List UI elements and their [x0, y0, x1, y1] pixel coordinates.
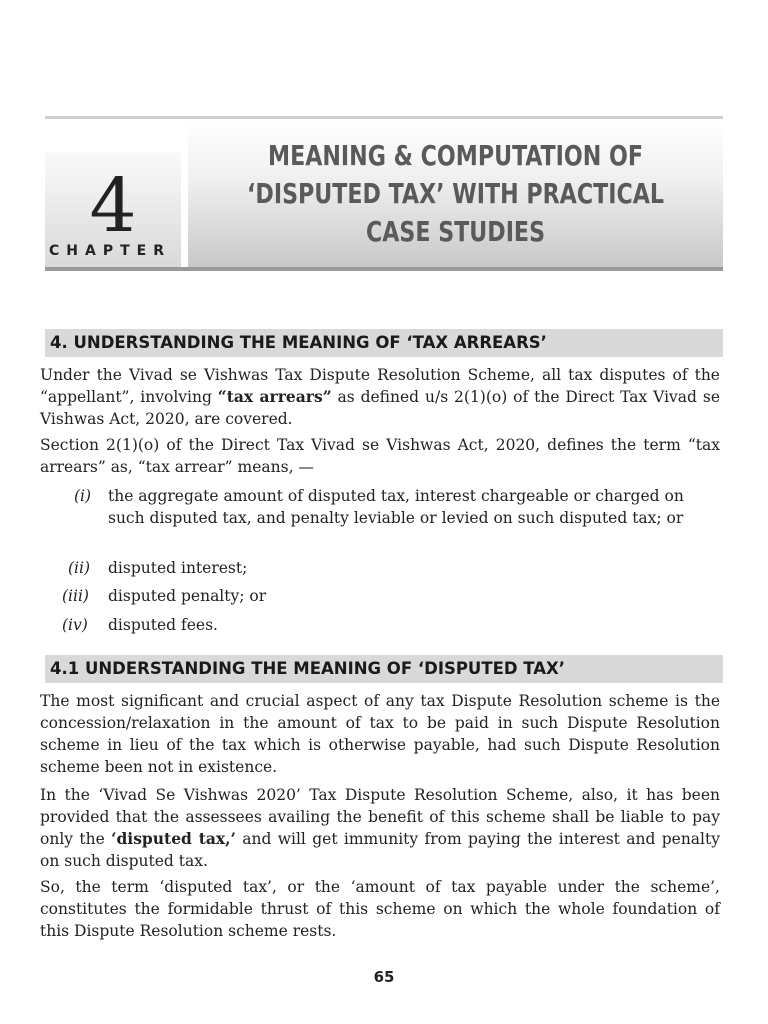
paragraph-disputed-tax-scheme: [40, 784, 720, 872]
text-run: In the ‘Vivad Se Vishwas 2020’ Tax Dispute Resolution Scheme, also, it has been provided that the assessees availing the benefit of this scheme shall be liable to pay only the: [40, 786, 720, 848]
chapter-title-line: CASE STUDIES: [365, 215, 546, 248]
bold-term: “tax arrears”: [217, 387, 332, 406]
chapter-title: [220, 137, 691, 251]
chapter-title-box: [188, 120, 723, 267]
paragraph-disputed-tax-significance: The most significant and crucial aspect of any tax Dispute Resolution scheme is the concession/relaxation in the amount of tax to be paid in such Dispute Resolution scheme in lieu of the tax which is otherwise payable, had such Dispute Resolution scheme been not in existence.: [40, 692, 720, 776]
list-item-number: (iv): [62, 616, 88, 634]
text-run: as defined u/s 2(1)(o) of the Direct Tax Vivad se Vishwas Act, 2020, are covered.: [40, 388, 720, 428]
paragraph-disputed-tax-term: So, the term ‘disputed tax’, or the ‘amount of tax payable under the scheme’, constitutes the formidable thrust of this scheme on which the whole foundation of this Dispute Resolution scheme rests.: [40, 878, 720, 940]
list-item: [68, 557, 247, 579]
list-item-text: the aggregate amount of disputed tax, interest chargeable or charged on such disputed tax, and penalty leviable or levied on such disputed tax; or: [108, 487, 684, 527]
list-item-number: (i): [74, 487, 92, 505]
list-item: [74, 485, 722, 529]
list-item-text: disputed interest;: [108, 559, 248, 577]
chapter-title-line: MEANING & COMPUTATION OF: [268, 139, 643, 172]
list-item-text: disputed penalty; or: [108, 587, 267, 605]
chapter-title-line: ‘DISPUTED TAX’ WITH PRACTICAL: [246, 177, 665, 210]
chapter-number-box: [45, 152, 181, 267]
list-item-number: (iii): [62, 587, 89, 605]
list-item-text: disputed fees.: [108, 616, 218, 634]
list-item-number: (ii): [68, 559, 91, 577]
text-run: and will get immunity from paying the interest and penalty on such disputed tax.: [40, 830, 720, 870]
paragraph-tax-arrears-definition: Section 2(1)(o) of the Direct Tax Vivad se Vishwas Act, 2020, defines the term “tax arrears” as, “tax arrear” means, —: [40, 436, 720, 476]
bottom-rule: [45, 267, 723, 271]
top-rule: [45, 116, 723, 119]
list-item: [62, 614, 218, 636]
section-heading-disputed-tax: 4.1 UNDERSTANDING THE MEANING OF ‘DISPUTED TAX’: [45, 655, 723, 683]
chapter-label: CHAPTER: [49, 243, 171, 259]
chapter-number: 4: [89, 163, 137, 249]
list-item: [62, 585, 266, 607]
text-run: Under the Vivad se Vishwas Tax Dispute Resolution Scheme, all tax disputes of the “appellant”, involving: [40, 366, 720, 406]
bold-term: ‘disputed tax,’: [111, 829, 236, 848]
paragraph-tax-arrears-intro: [40, 364, 720, 430]
section-heading-tax-arrears: 4. UNDERSTANDING THE MEANING OF ‘TAX ARREARS’: [45, 329, 723, 357]
page-number: 65: [373, 968, 395, 986]
